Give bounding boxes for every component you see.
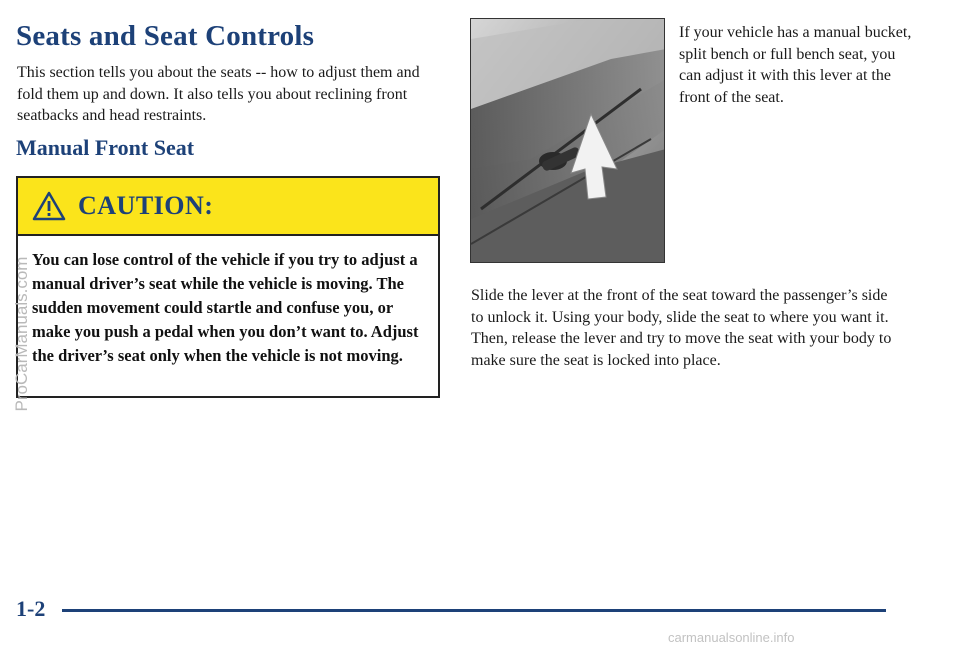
subsection-title: Manual Front Seat [16,135,195,160]
instructions-paragraph: Slide the lever at the front of the seat toward the passenger’s side to unlock it. Using your body, slide the seat to where you want it. Then, release the lever and try to move the seat with your body to make sure the seat is locked into place. [471,287,892,369]
caution-box [16,176,440,398]
seat-lever-photo [470,18,665,263]
footer-watermark: carmanualsonline.info [668,630,795,645]
figure-caption: If your vehicle has a manual bucket, split bench or full bench seat, you can adjust it with this lever at the front of the seat. [679,24,912,106]
page-number: 1-2 [16,596,46,621]
caution-text: You can lose control of the vehicle if you try to adjust a manual driver’s seat while the vehicle is moving. The sudden movement could startle and confuse you, or make you push a pedal when you don’t want to. Adjust the driver’s seat only when the vehicle is not moving. [32,250,419,365]
caution-title: CAUTION: [78,191,214,220]
side-watermark: ProCarManuals.com [12,256,31,412]
section-intro: This section tells you about the seats -- how to adjust them and fold them up and down. It also tells you about reclining front seatbacks and head restraints. [17,64,420,124]
warning-triangle-icon [32,191,66,221]
section-title: Seats and Seat Controls [16,20,315,52]
seat-lever-photo-illustration [471,19,665,263]
caution-header [18,178,438,236]
footer-rule [62,609,886,612]
